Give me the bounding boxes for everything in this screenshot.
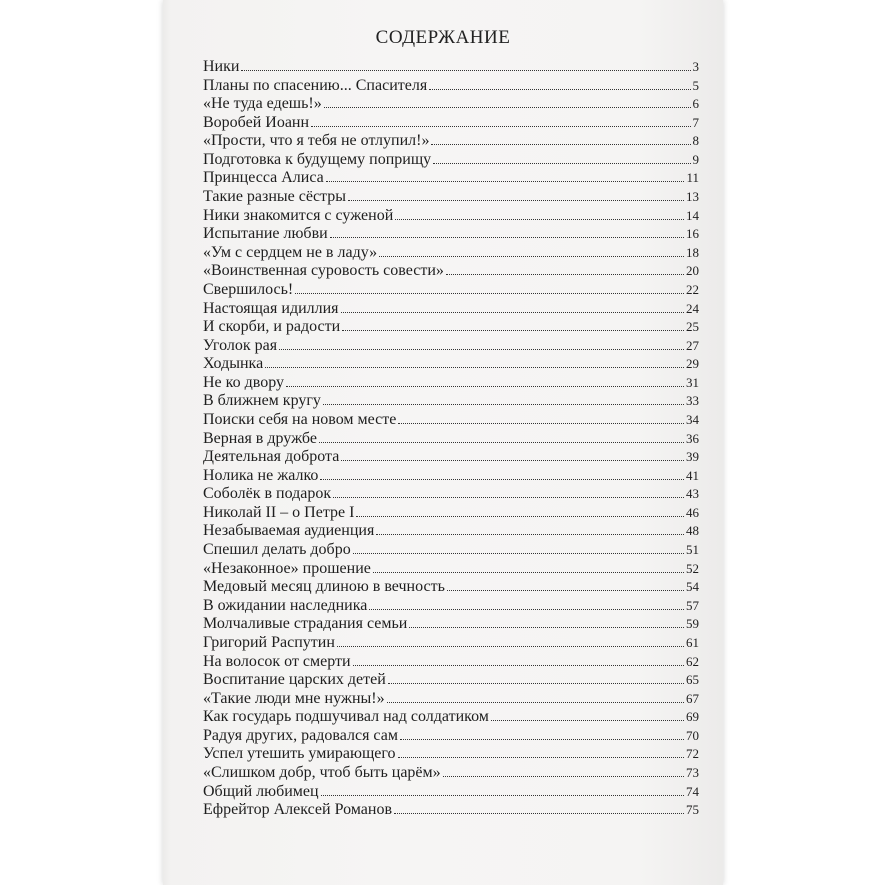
toc-entry	[203, 411, 699, 430]
toc-entry	[203, 262, 699, 281]
dot-leader	[341, 460, 684, 461]
toc-entry-title: «Слишком добр, чтоб быть царём»	[203, 763, 441, 781]
toc-entry	[203, 671, 699, 690]
toc-entry	[203, 244, 699, 263]
dot-leader	[311, 126, 690, 127]
toc-entry-title: Не ко двору	[203, 373, 284, 391]
toc-entry-page-number: 36	[686, 430, 699, 446]
toc-entry	[203, 522, 699, 541]
toc-entry-page-number: 22	[686, 281, 699, 297]
toc-entry	[203, 783, 699, 802]
dot-leader	[373, 572, 684, 573]
toc-entry-page-number: 31	[686, 374, 699, 390]
toc-entry-title: Ходынка	[203, 355, 264, 373]
toc-entry-page-number: 62	[686, 653, 699, 669]
table-of-contents	[203, 58, 699, 820]
toc-entry-title: Николай II – о Петре I	[203, 503, 355, 521]
toc-entry	[203, 541, 699, 560]
toc-entry-title: Планы по спасению... Спасителя	[203, 76, 428, 94]
toc-entry-title: «Прости, что я тебя не отлупил!»	[203, 132, 430, 150]
toc-entry-page-number: 18	[686, 244, 699, 260]
toc-entry	[203, 318, 699, 337]
toc-entry-page-number: 46	[686, 504, 699, 520]
dot-leader	[376, 534, 684, 535]
toc-entry-page-number: 65	[686, 672, 699, 688]
dot-leader	[398, 423, 684, 424]
dot-leader	[433, 163, 690, 164]
toc-entry-title: Настоящая идиллия	[203, 299, 339, 317]
toc-entry-title: Ники знакомится с суженой	[203, 206, 394, 224]
toc-entry	[203, 300, 699, 319]
toc-entry-title: Ники	[203, 58, 240, 75]
page-heading: СОДЕРЖАНИЕ	[375, 27, 511, 48]
toc-entry	[203, 764, 699, 783]
toc-entry	[203, 708, 699, 727]
toc-entry-title: Григорий Распутин	[203, 633, 335, 651]
toc-entry-page-number: 54	[686, 579, 699, 595]
toc-entry	[203, 188, 699, 207]
dot-leader	[341, 312, 684, 313]
toc-entry-page-number: 9	[692, 151, 699, 167]
toc-entry-title: «Не туда едешь!»	[203, 95, 322, 113]
toc-entry-title: Воспитание царских детей	[203, 671, 386, 689]
toc-entry	[203, 448, 699, 467]
dot-leader	[409, 627, 684, 628]
dot-leader	[394, 813, 684, 814]
toc-entry-title: «Незаконное» прошение	[203, 559, 371, 577]
dot-leader	[330, 237, 684, 238]
toc-entry	[203, 597, 699, 616]
toc-entry	[203, 355, 699, 374]
toc-entry-title: Верная в дружбе	[203, 429, 317, 447]
toc-entry	[203, 58, 699, 77]
dot-leader	[395, 219, 684, 220]
toc-entry	[203, 95, 699, 114]
toc-entry-page-number: 57	[686, 597, 699, 613]
toc-entry	[203, 430, 699, 449]
toc-entry	[203, 634, 699, 653]
toc-entry-page-number: 75	[686, 802, 699, 818]
toc-entry-title: Свершилось!	[203, 280, 294, 298]
toc-entry-page-number: 43	[686, 486, 699, 502]
dot-leader	[295, 293, 684, 294]
dot-leader	[387, 702, 684, 703]
dot-leader	[446, 274, 684, 275]
dot-leader	[319, 442, 684, 443]
toc-entry-title: Уголок рая	[203, 336, 278, 354]
toc-entry-title: Незабываемая аудиенция	[203, 522, 375, 540]
toc-entry	[203, 114, 699, 133]
toc-entry-title: В ближнем кругу	[203, 392, 321, 410]
toc-entry-page-number: 29	[686, 356, 699, 372]
toc-entry-title: «Такие люди мне нужны!»	[203, 689, 385, 707]
toc-entry-page-number: 74	[686, 783, 699, 799]
dot-leader	[324, 107, 691, 108]
dot-leader	[286, 386, 684, 387]
dot-leader	[431, 144, 690, 145]
toc-entry-title: Подготовка к будущему поприщу	[203, 150, 432, 168]
toc-entry	[203, 169, 699, 188]
dot-leader	[400, 739, 684, 740]
toc-entry	[203, 745, 699, 764]
toc-entry-title: На волосок от смерти	[203, 652, 351, 670]
dot-leader	[241, 70, 690, 71]
toc-entry-page-number: 3	[692, 59, 699, 74]
dot-leader	[388, 683, 684, 684]
toc-entry-title: Поиски себя на новом месте	[203, 410, 397, 428]
toc-entry	[203, 467, 699, 486]
dot-leader	[447, 590, 684, 591]
toc-entry	[203, 690, 699, 709]
dot-leader	[333, 497, 684, 498]
toc-entry-page-number: 39	[686, 449, 699, 465]
toc-entry-page-number: 69	[686, 709, 699, 725]
toc-entry	[203, 504, 699, 523]
toc-entry-page-number: 5	[692, 77, 699, 93]
dot-leader	[369, 609, 684, 610]
toc-entry-page-number: 73	[686, 764, 699, 780]
dot-leader	[443, 776, 684, 777]
dot-leader	[356, 516, 684, 517]
dot-leader	[491, 720, 684, 721]
toc-entry-title: «Ум с сердцем не в ладу»	[203, 243, 378, 261]
toc-entry-page-number: 6	[692, 96, 699, 112]
toc-entry-page-number: 61	[686, 634, 699, 650]
toc-entry-title: Воробей Иоанн	[203, 113, 310, 131]
dot-leader	[321, 795, 684, 796]
toc-entry-title: Принцесса Алиса	[203, 169, 324, 187]
toc-entry	[203, 727, 699, 746]
toc-entry-page-number: 59	[686, 616, 699, 632]
toc-entry-title: «Воинственная суровость совести»	[203, 262, 444, 280]
toc-entry-page-number: 70	[686, 727, 699, 743]
toc-entry	[203, 392, 699, 411]
toc-entry	[203, 801, 699, 820]
toc-entry-page-number: 13	[686, 189, 699, 205]
dot-leader	[320, 479, 684, 480]
toc-entry-page-number: 14	[686, 207, 699, 223]
dot-leader	[353, 665, 684, 666]
toc-entry-page-number: 11	[686, 170, 699, 186]
toc-entry-page-number: 16	[686, 226, 699, 242]
dot-leader	[265, 367, 684, 368]
toc-entry-title: И скорби, и радости	[203, 318, 341, 336]
toc-entry-title: Испытание любви	[203, 225, 328, 243]
toc-entry-page-number: 33	[686, 393, 699, 409]
toc-entry	[203, 151, 699, 170]
dot-leader	[353, 553, 684, 554]
toc-entry-page-number: 51	[686, 542, 699, 558]
toc-entry	[203, 578, 699, 597]
toc-entry-title: Ефрейтор Алексей Романов	[203, 801, 392, 819]
dot-leader	[348, 200, 684, 201]
toc-entry-page-number: 25	[686, 319, 699, 335]
toc-entry-page-number: 20	[686, 263, 699, 279]
toc-entry-title: Успел утешить умирающего	[203, 745, 396, 763]
toc-entry-page-number: 48	[686, 523, 699, 539]
dot-leader	[323, 404, 684, 405]
toc-entry-title: Молчаливые страдания семьи	[203, 615, 408, 633]
toc-entry-title: Как государь подшучивал над солдатиком	[203, 708, 489, 726]
toc-entry-page-number: 34	[686, 411, 699, 427]
dot-leader	[379, 256, 684, 257]
toc-entry-page-number: 27	[686, 337, 699, 353]
toc-entry-page-number: 7	[692, 114, 699, 130]
toc-entry-page-number: 52	[686, 560, 699, 576]
toc-entry-title: Радуя других, радовался сам	[203, 726, 398, 744]
toc-entry	[203, 485, 699, 504]
toc-entry-title: Нолика не жалко	[203, 466, 319, 484]
toc-entry-title: Спешил делать добро	[203, 541, 351, 559]
toc-entry-title: Общий любимец	[203, 782, 319, 800]
dot-leader	[337, 646, 684, 647]
dot-leader	[429, 89, 690, 90]
toc-entry-title: Медовый месяц длиною в вечность	[203, 578, 445, 596]
toc-entry-title: Такие разные сёстры	[203, 188, 346, 206]
dot-leader	[326, 181, 685, 182]
toc-entry	[203, 560, 699, 579]
toc-entry-page-number: 41	[686, 467, 699, 483]
toc-entry	[203, 653, 699, 672]
toc-entry	[203, 615, 699, 634]
toc-entry	[203, 225, 699, 244]
toc-entry-title: Соболёк в подарок	[203, 485, 332, 503]
toc-entry-page-number: 67	[686, 690, 699, 706]
toc-entry	[203, 207, 699, 226]
toc-entry	[203, 374, 699, 393]
toc-entry-title: В ожидании наследника	[203, 596, 368, 614]
dot-leader	[342, 330, 684, 331]
toc-entry	[203, 337, 699, 356]
toc-entry-title: Деятельная доброта	[203, 448, 340, 466]
toc-entry	[203, 281, 699, 300]
toc-entry	[203, 77, 699, 96]
toc-entry-page-number: 24	[686, 300, 699, 316]
book-page	[163, 0, 723, 885]
toc-entry	[203, 132, 699, 151]
dot-leader	[279, 349, 684, 350]
toc-entry-page-number: 72	[686, 746, 699, 762]
dot-leader	[398, 757, 684, 758]
toc-entry-page-number: 8	[692, 133, 699, 149]
